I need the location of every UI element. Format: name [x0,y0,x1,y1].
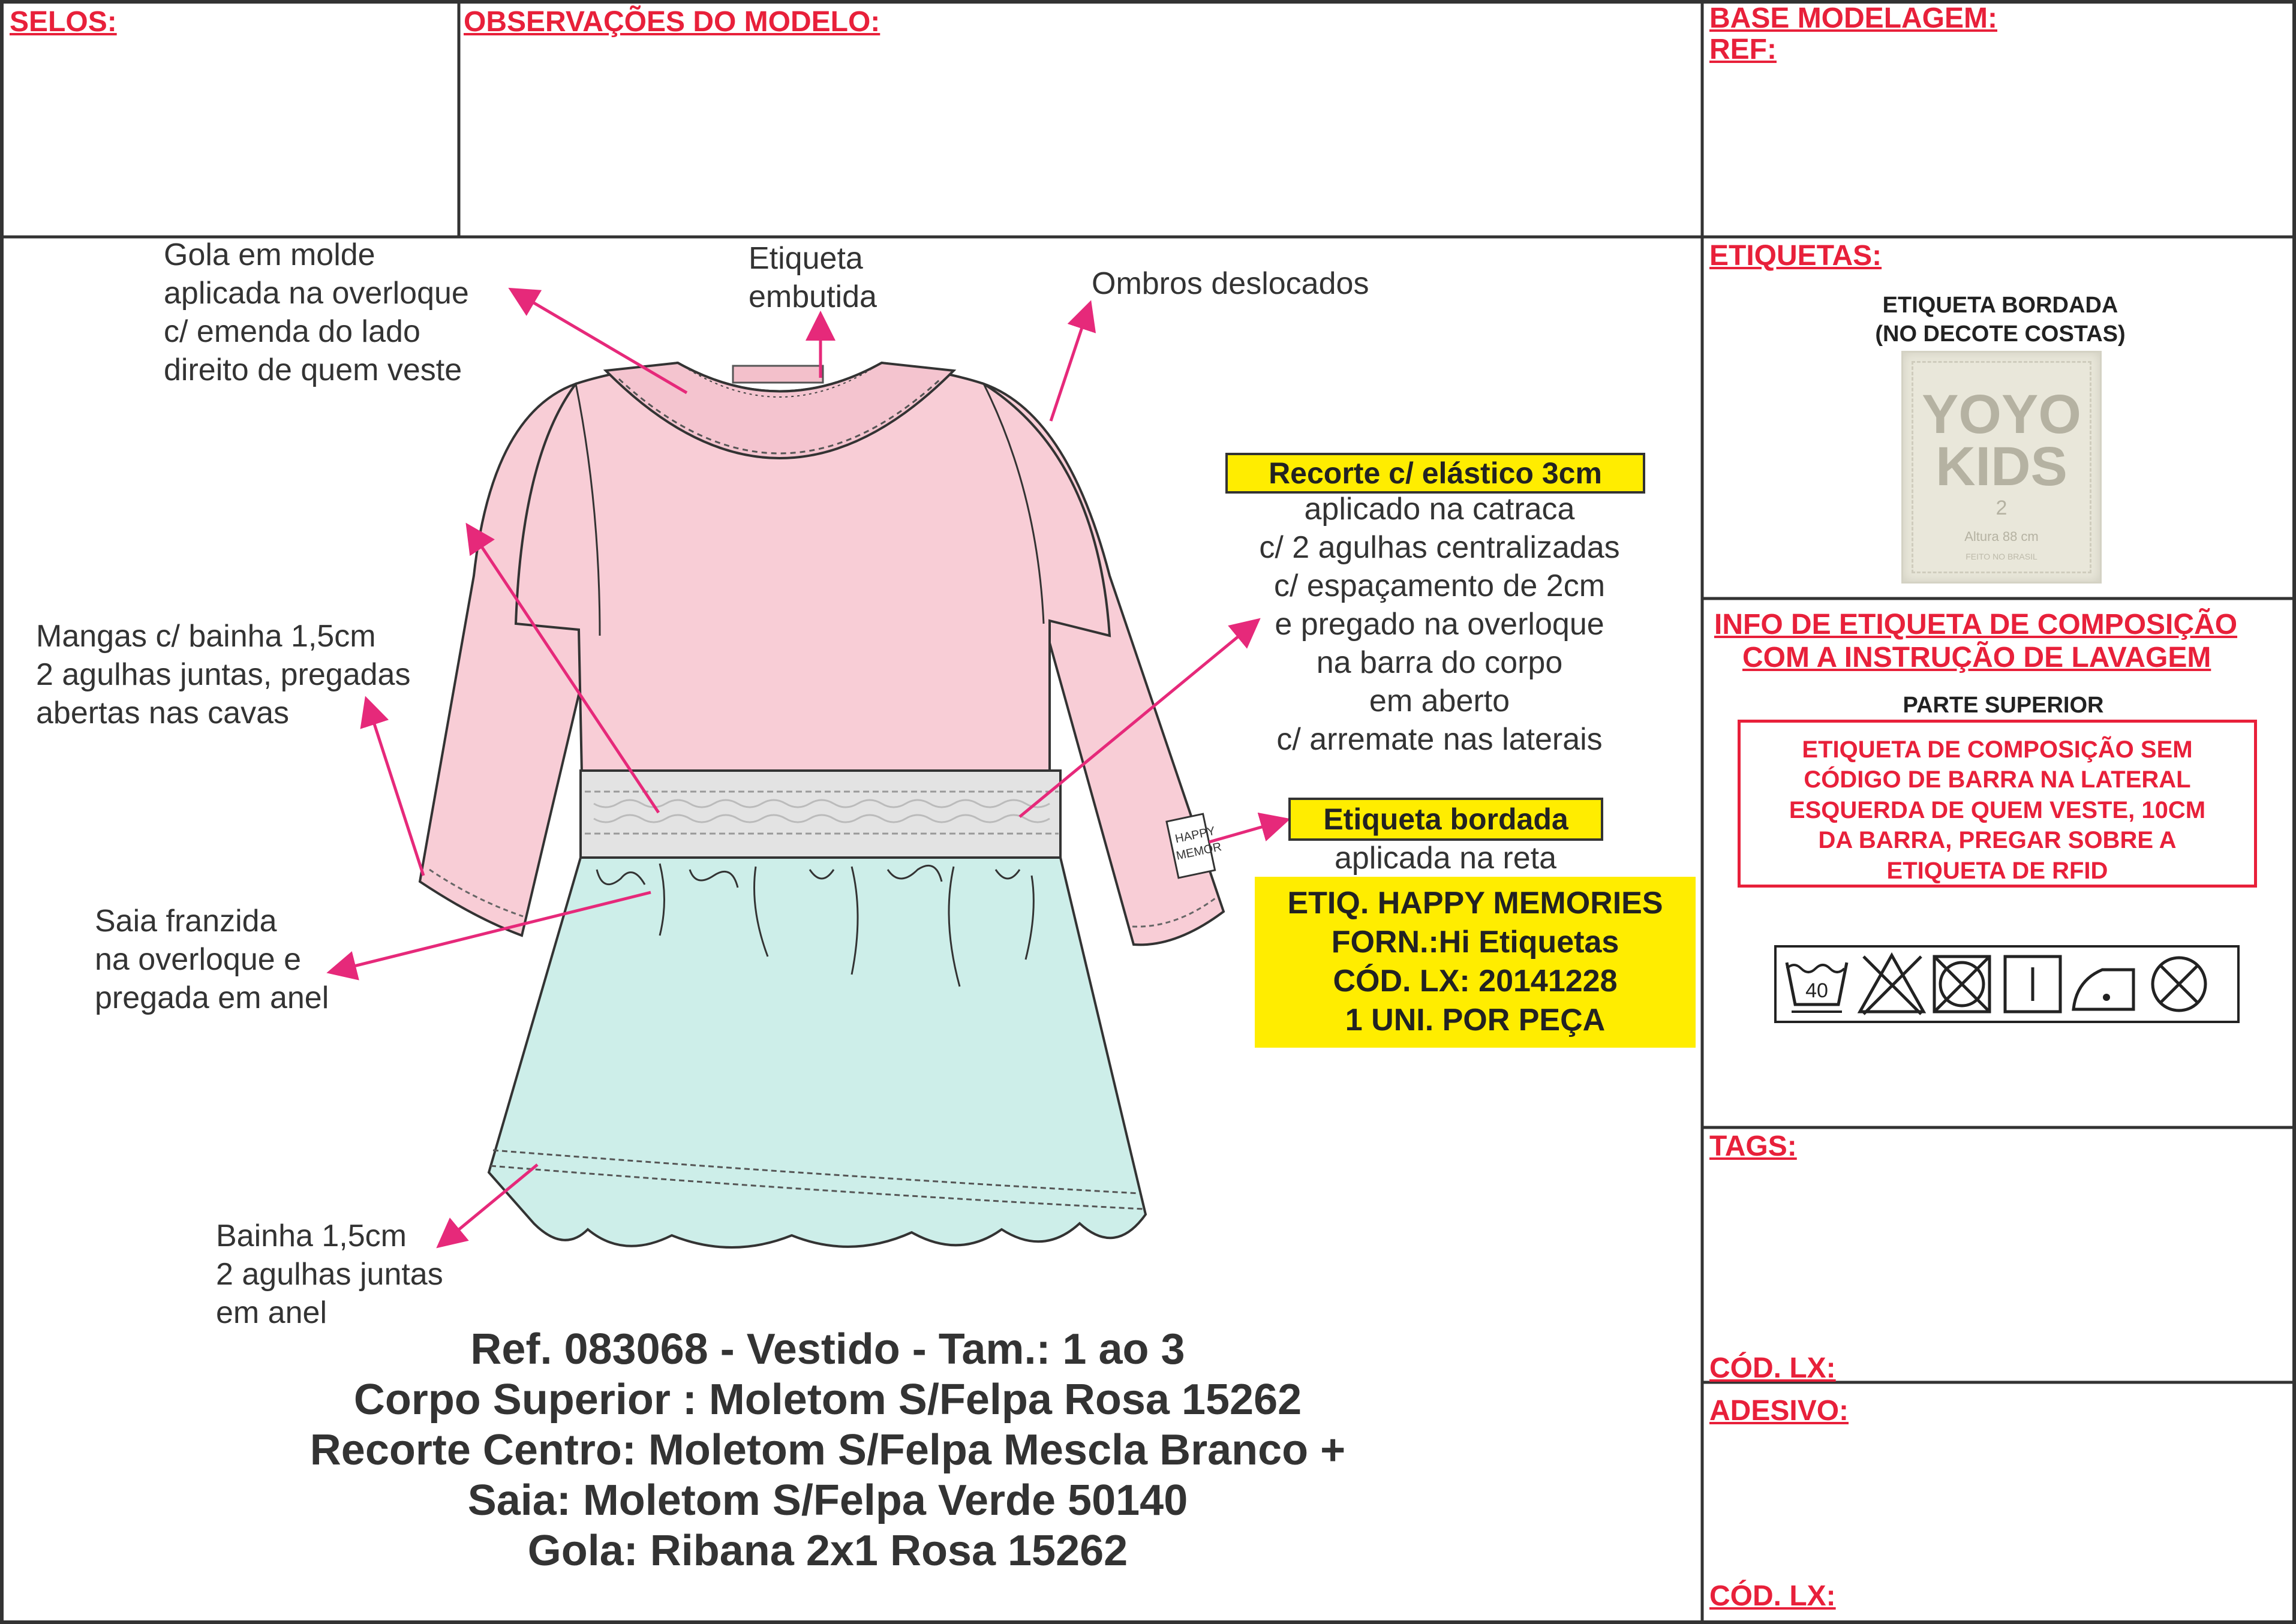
info-composicao-header-2: COM A INSTRUÇÃO DE LAVAGEM [1742,642,2211,673]
spec-line-1: Ref. 083068 - Vestido - Tam.: 1 ao 3 [470,1325,1185,1373]
bainha-note [216,1217,443,1333]
happy-line-1: ETIQ. HAPPY MEMORIES [1287,886,1663,921]
sleeve-tag-line-2: MEMOR [1175,840,1223,863]
observacoes-header: OBSERVAÇÕES DO MODELO: [464,6,880,38]
mangas-note [36,618,410,733]
arrow-bainha [441,1165,537,1244]
bainha-line-1: Bainha 1,5cm [216,1219,407,1253]
arrow-recorte-left [469,528,659,813]
etiqueta-bordada-sub: aplicada na reta [1334,841,1557,876]
etiqueta-embutida-line-2: embutida [749,279,877,314]
mangas-line-1: Mangas c/ bainha 1,5cm [36,619,376,654]
happy-line-3: CÓD. LX: 20141228 [1333,964,1618,999]
composition-line-1: ETIQUETA DE COMPOSIÇÃO SEM [1802,736,2193,763]
wash-temp: 40 [1805,979,1828,1002]
spec-line-5: Gola: Ribana 2x1 Rosa 15262 [527,1527,1128,1575]
cod-lx-header-1: CÓD. LX: [1709,1352,1836,1384]
sleeve-tag-line-1: HAPPY [1174,824,1217,846]
saia-line-1: Saia franzida [95,904,277,939]
bainha-line-3: em anel [216,1295,327,1330]
ref-header: REF: [1709,34,1777,65]
mangas-line-2: 2 agulhas juntas, pregadas [36,657,411,692]
arrow-etiqueta-bordada [1209,820,1285,842]
arrow-gola [513,291,687,393]
spec-line-2: Corpo Superior : Moletom S/Felpa Rosa 15262 [353,1376,1302,1424]
happy-line-4: 1 UNI. POR PEÇA [1345,1003,1606,1037]
etiqueta-embutida-note [749,240,877,317]
recorte-line-7: c/ arremate nas laterais [1276,721,1603,757]
spec-block [168,1324,1487,1576]
composition-line-2: CÓDIGO DE BARRA NA LATERAL [1804,766,2191,793]
mangas-line-3: abertas nas cavas [36,695,290,730]
recorte-title: Recorte c/ elástico 3cm [1225,453,1645,494]
gola-note-line-3: c/ emenda do lado [164,314,420,349]
label-made-in: FEITO NO BRASIL [1966,552,2037,561]
composition-line-3: ESQUERDA DE QUEM VESTE, 10CM [1789,796,2206,823]
happy-memories-box [1255,877,1696,1048]
label-brand-line-1: YOYO [1922,384,2081,445]
label-caption-line-2: (NO DECOTE COSTAS) [1875,321,2126,347]
info-composicao-header-1: INFO DE ETIQUETA DE COMPOSIÇÃO [1714,609,2238,640]
composition-line-4: DA BARRA, PREGAR SOBRE A [1818,827,2177,854]
saia-line-3: pregada em anel [95,980,329,1015]
etiqueta-bordada-title: Etiqueta bordada [1288,798,1603,841]
arrow-ombros [1051,306,1089,421]
spec-line-3: Recorte Centro: Moletom S/Felpa Mescla Branco + [309,1426,1346,1474]
arrow-saia [332,892,651,972]
happy-line-2: FORN.:Hi Etiquetas [1331,925,1619,960]
label-size: 2 [1996,497,2008,519]
parte-superior: PARTE SUPERIOR [1903,693,2104,718]
adesivo-header: ADESIVO: [1709,1395,1849,1427]
woven-label-image [1901,351,2102,584]
recorte-line-4: e pregado na overloque [1275,606,1604,642]
etiquetas-header: ETIQUETAS: [1709,240,1882,272]
label-height: Altura 88 cm [1964,529,2039,544]
selos-header: SELOS: [10,6,117,38]
recorte-line-6: em aberto [1369,683,1510,718]
spec-line-4: Saia: Moletom S/Felpa Verde 50140 [467,1476,1188,1524]
gola-note [164,236,469,390]
bainha-line-2: 2 agulhas juntas [216,1256,443,1292]
label-brand [1903,384,2100,498]
recorte-line-2: c/ 2 agulhas centralizadas [1259,530,1620,565]
gola-note-line-1: Gola em molde [164,237,375,272]
cod-lx-header-2: CÓD. LX: [1709,1580,1836,1612]
label-caption [1784,291,2216,348]
recorte-line-1: aplicado na catraca [1304,492,1575,527]
saia-line-2: na overloque e [95,942,302,977]
label-brand-line-2: KIDS [1936,436,2067,498]
saia-note [95,903,329,1018]
gola-note-line-4: direito de quem veste [164,352,462,387]
care-symbols [1774,945,2240,1024]
gola-note-line-2: aplicada na overloque [164,275,469,311]
ombros-note: Ombros deslocados [1092,266,1369,301]
etiqueta-embutida-line-1: Etiqueta [749,241,863,276]
recorte-note [1176,491,1703,759]
tags-header: TAGS: [1709,1130,1797,1162]
recorte-line-5: na barra do corpo [1316,645,1563,680]
composition-line-5: ETIQUETA DE RFID [1886,857,2108,884]
base-modelagem-header: BASE MODELAGEM: [1709,2,1997,34]
label-caption-line-1: ETIQUETA BORDADA [1882,293,2118,318]
composition-box [1738,720,2257,888]
recorte-line-3: c/ espaçamento de 2cm [1273,568,1606,603]
